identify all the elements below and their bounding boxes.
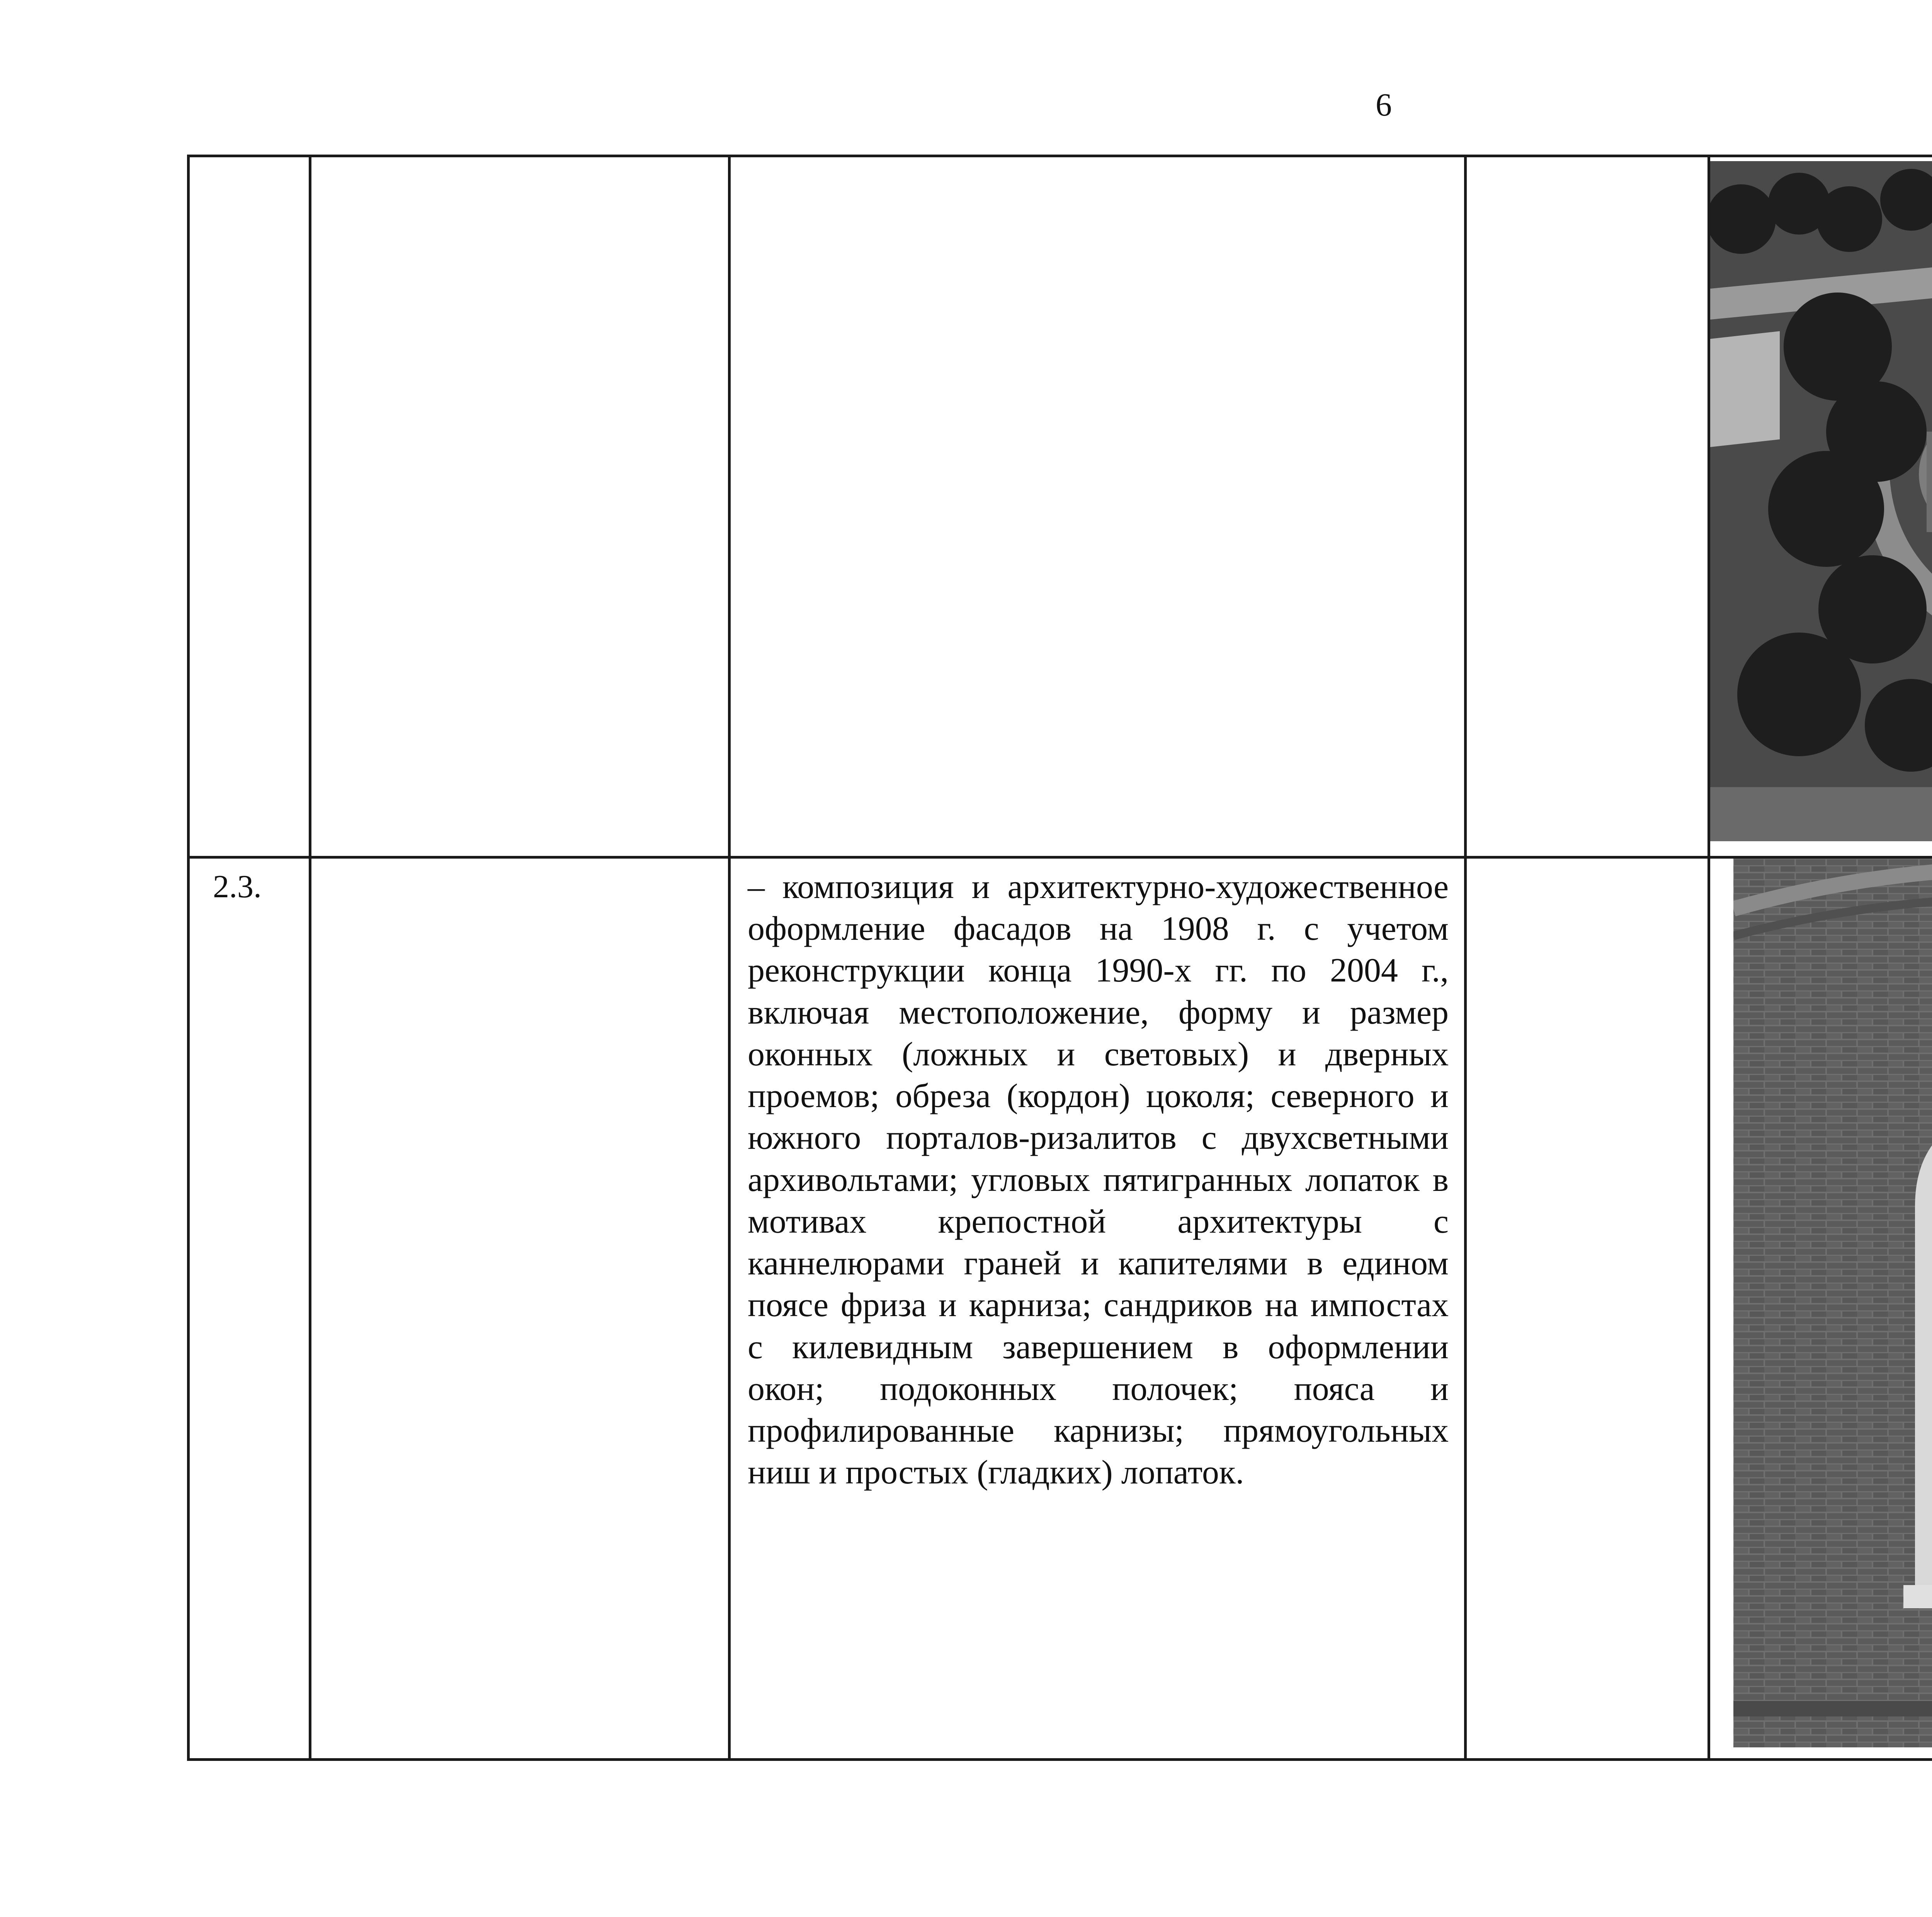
row-number-cell: 2.3. (189, 857, 310, 1760)
aerial-photo-graphic (1710, 161, 1932, 841)
facade-window-photo (1733, 859, 1932, 1747)
row-description-cell: – композиция и архитектурно-художественное оформление фасадов на 1908 г. с учетом реконструкции конца 1990-х гг. по 2004 г., включая местоположение, форму и размер оконных (ложных и световых) и дверных проемов; обреза (кордон) цоколя; северного и южного порталов-ризалитов с двухсветными архивольтами; угловых пятигранных лопаток в мотивах крепостной архитектуры с каннелюрами граней и капителями в едином поясе фриза и карниза; сандриков на импостах с килевидным завершением в оформлении окон; подоконных полочек; пояса и профилированные карнизы; прямоугольных ниш и простых (гладких) лопаток. (730, 857, 1466, 1760)
row-name-cell (310, 156, 730, 857)
row-empty-cell (1466, 857, 1709, 1760)
facade-photo-graphic (1733, 859, 1932, 1747)
row-empty-cell (1466, 156, 1709, 857)
table-row (189, 857, 1932, 1760)
aerial-view-photo (1710, 161, 1932, 841)
monument-table (187, 155, 1932, 1761)
table-row (189, 156, 1932, 857)
row-number-cell (189, 156, 310, 857)
row-photo-cell (1709, 156, 1932, 857)
row-name-cell (310, 857, 730, 1760)
row-photo-cell (1709, 857, 1932, 1760)
page-number: 6 (1376, 87, 1392, 123)
row-description-cell (730, 156, 1466, 857)
